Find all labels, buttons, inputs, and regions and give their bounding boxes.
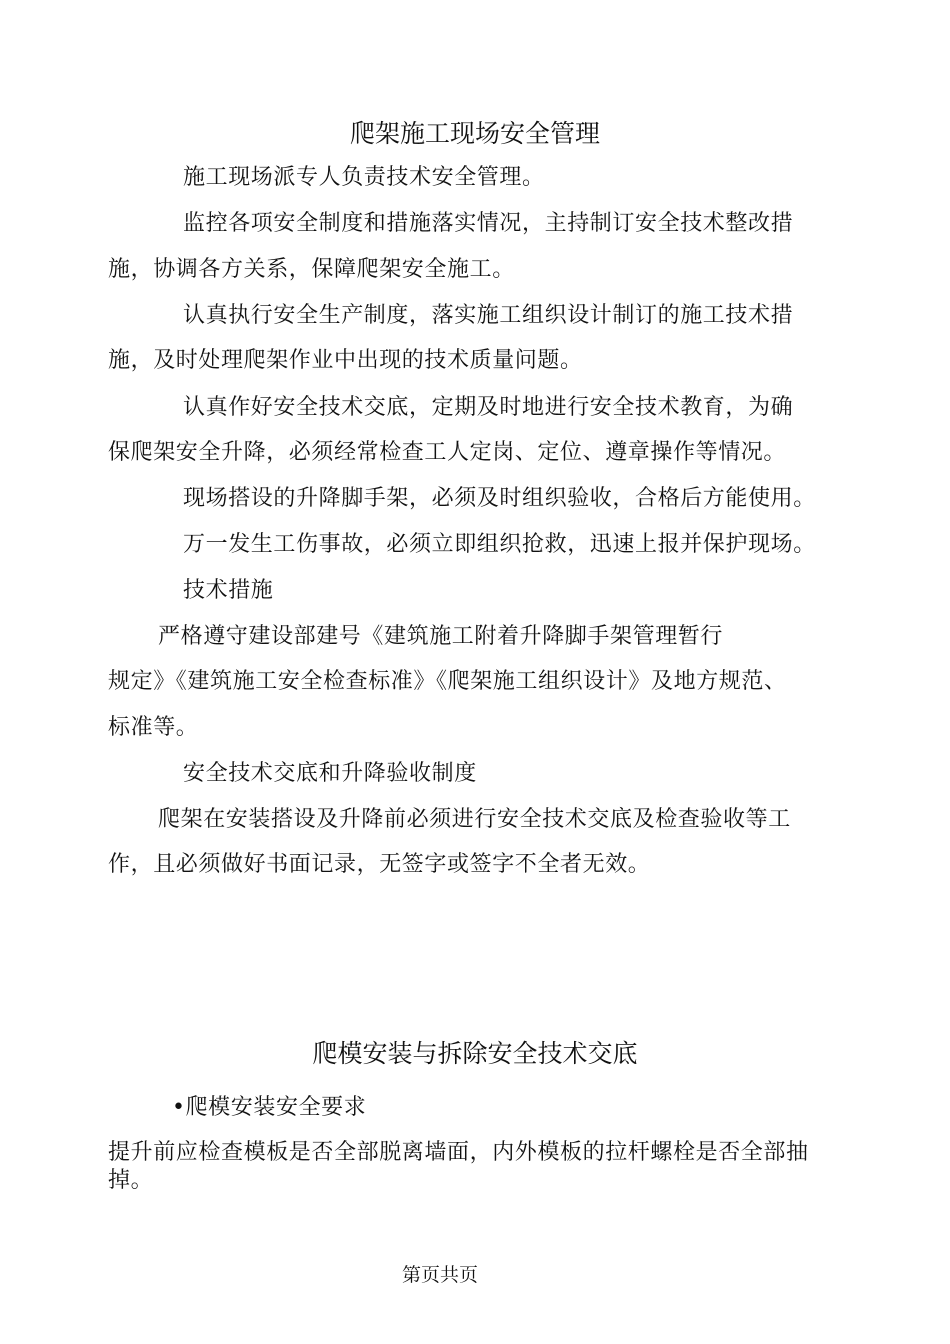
paragraph-line: 认真执行安全生产制度，落实施工组织设计制订的施工技术措 [183,303,794,328]
subheading-disclosure-system: 安全技术交底和升降验收制度 [183,761,477,786]
paragraph-line: 规定》《建筑施工安全检查标准》《爬架施工组织设计》及地方规范、 [108,669,787,694]
paragraph-line: 认真作好安全技术交底，定期及时地进行安全技术教育，为确 [183,395,794,420]
paragraph-line: 掉。 [108,1168,154,1193]
paragraph-line: 万一发生工伤事故，必须立即组织抢救，迅速上报并保护现场。 [183,532,816,557]
paragraph-line: 作，且必须做好书面记录，无签字或签字不全者无效。 [108,852,651,877]
paragraph-line: 爬架在安装搭设及升降前必须进行安全技术交底及检查验收等工 [158,807,791,832]
subheading-tech-measures: 技术措施 [183,578,274,603]
paragraph-line: 施，及时处理爬架作业中出现的技术质量问题。 [108,348,583,373]
section-title-climbing-formwork: 爬模安装与拆除安全技术交底 [312,1039,638,1068]
paragraph-line: 现场搭设的升降脚手架，必须及时组织验收，合格后方能使用。 [183,486,816,511]
paragraph-line: 保爬架安全升降，必须经常检查工人定岗、定位、遵章操作等情况。 [108,440,787,465]
paragraph-line: 施，协调各方关系，保障爬架安全施工。 [108,257,515,282]
paragraph-line: 监控各项安全制度和措施落实情况，主持制订安全技术整改措 [183,211,794,236]
paragraph-line: 施工现场派专人负责技术安全管理。 [183,165,545,190]
page-footer: 第页共页 [401,1264,478,1286]
section-title-climbing-frame-safety: 爬架施工现场安全管理 [349,119,600,148]
bullet-heading: •爬模安装安全要求 [172,1095,367,1120]
paragraph-line: 提升前应检查模板是否全部脱离墙面，内外模板的拉杆螺栓是否全部抽 [108,1140,809,1165]
paragraph-line: 严格遵守建设部建号《建筑施工附着升降脚手架管理暂行 [158,624,724,649]
paragraph-line: 标准等。 [108,715,199,740]
